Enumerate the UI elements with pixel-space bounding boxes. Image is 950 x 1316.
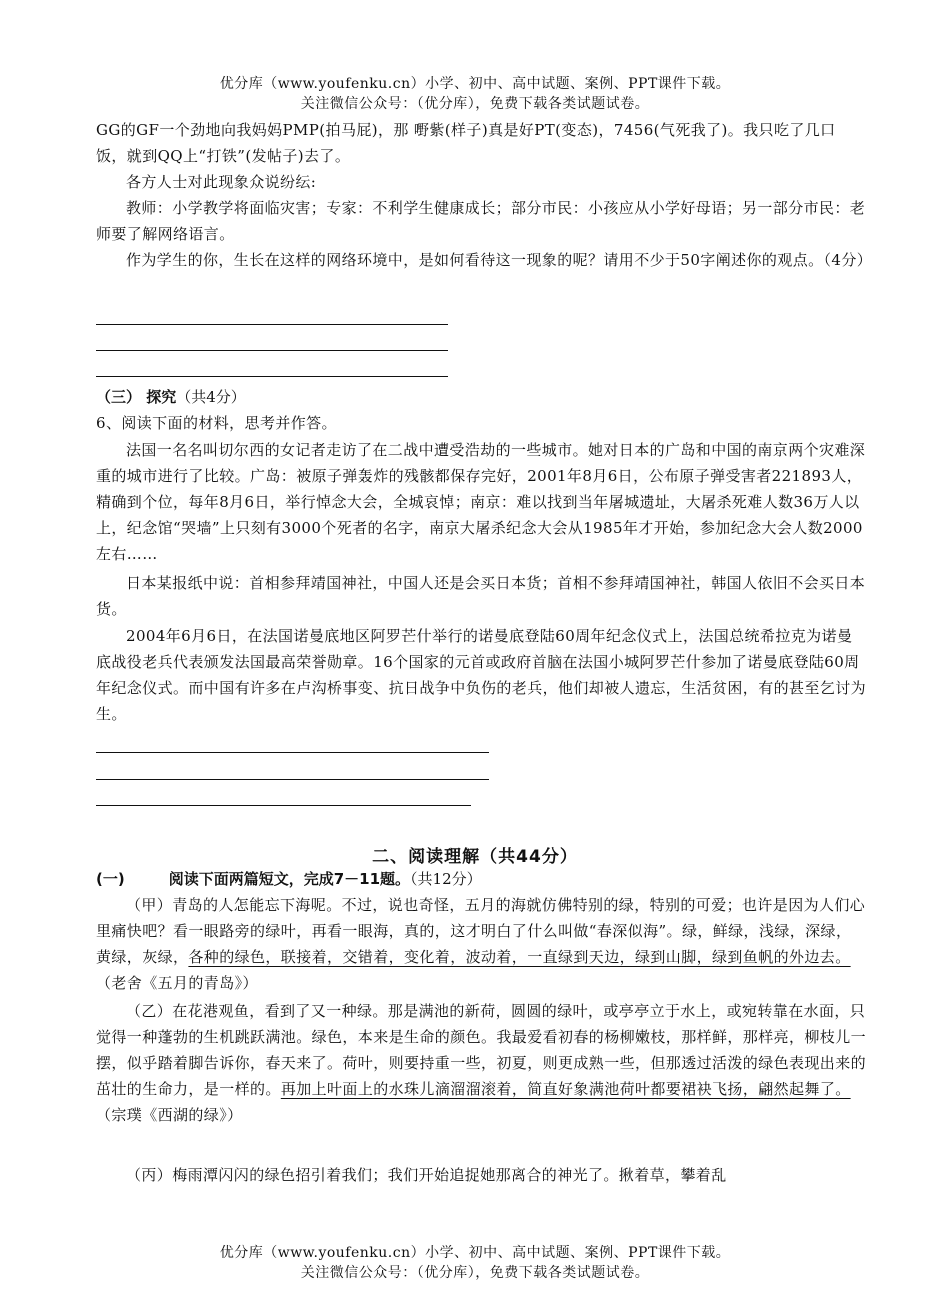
answer-line[interactable] (96, 752, 489, 753)
section-3-label: （三） 探究 (96, 388, 177, 406)
answer-line[interactable] (96, 324, 448, 325)
q5-paragraph-4: 作为学生的你，生长在这样的网络环境中，是如何看待这一现象的呢？请用不少于50字阐述你的观点。（4分） (126, 251, 873, 269)
q5-paragraph-2: 各方人士对此现象众说纷纭: (126, 173, 317, 191)
passage-yi (96, 998, 866, 1128)
sub-score: （共12分） (410, 870, 482, 888)
q6-paragraph-1: 法国一名名叫切尔西的女记者走访了在二战中遭受浩劫的一些城市。她对日本的广岛和中国的南京两个灾难深重的城市进行了比较。广岛：被原子弹轰炸的残骸都保存完好，2001年8月6日，公布原子弹受害者221893人，精确到个位，每年8月6日，举行悼念大会，全城哀悼；南京：难以找到当年屠城遗址，大屠杀死难人数36万人以上，纪念馆“哭墙”上只刻有3000个死者的名字，南京大屠杀纪念大会从1985年才开始，参加纪念大会人数2000左右…… (96, 441, 866, 563)
header-line-1: 优分库（www.youfenku.cn）小学、初中、高中试题、案例、PPT课件下载。 (219, 76, 731, 92)
footer-line-2: 关注微信公众号：（优分库），免费下载各类试题试卷。 (300, 1265, 650, 1281)
footer-line-1: 优分库（www.youfenku.cn）小学、初中、高中试题、案例、PPT课件下载。 (219, 1245, 731, 1261)
passage-yi-text: （乙）在花港观鱼，看到了又一种绿。那是满池的新荷，圆圆的绿叶，或亭亭立于水上，或宛转靠在水面，只觉得一种蓬勃的生机跳跃满池。绿色，本来是生命的颜色。我最爱看初春的杨柳嫩枝，那样鲜，那样亮，柳枝儿一摆，似乎踏着脚告诉你，春天来了。荷叶，则要持重一些，初夏，则更成熟一些，但那透过活泼的绿色表现出来的茁壮的生命力，是一样的。 (96, 1002, 867, 1098)
sub-label: (一) (96, 870, 125, 888)
passage-jia (96, 892, 866, 996)
q6-paragraph-2: 日本某报纸中说：首相参拜靖国神社，中国人还是会买日本货；首相不参拜靖国神社，韩国人依旧不会买日本货。 (96, 574, 866, 618)
answer-line[interactable] (96, 779, 489, 780)
q5-paragraph-1: GG的GF一个劲地向我妈妈PMP(拍马屁)，那 嘢紫(样子)真是好PT(变态)，7456(气死我了)。我只吃了几口饭，就到QQ上“打铁”(发帖子)去了。 (96, 121, 836, 165)
part-2-title: 二、阅读理解（共44分） (372, 847, 578, 867)
q5-paragraph-3: 教师：小学教学将面临灾害；专家：不利学生健康成长；部分市民：小孩应从小学好母语；另一部分市民：老师要了解网络语言。 (96, 199, 866, 243)
passage-jia-text: （甲）青岛的人怎能忘下海呢。不过，说也奇怪，五月的海就仿佛特别的绿，特别的可爱；也许是因为人们心里痛快吧？看一眼路旁的绿叶，再看一眼海，真的，这才明白了什么叫做“春深似海”。绿，鲜绿，浅绿，深绿，黄绿，灰绿， (96, 896, 866, 966)
q6-paragraph-3: 2004年6月6日，在法国诺曼底地区阿罗芒什举行的诺曼底登陆60周年纪念仪式上，法国总统希拉克为诺曼底战役老兵代表颁发法国最高荣誉勋章。16个国家的元首或政府首脑在法国小城阿罗芒什参加了诺曼底登陆60周年纪念仪式。而中国有许多在卢沟桥事变、抗日战争中负伤的老兵，他们却被人遗忘，生活贫困，有的甚至乞讨为生。 (96, 627, 867, 723)
passage-yi-citation: （宗璞《西湖的绿》） (96, 1106, 243, 1124)
answer-line[interactable] (96, 376, 448, 377)
passage-jia-citation: （老舍《五月的青岛》） (96, 974, 258, 992)
passage-jia-underlined: 各种的绿色，联接着，交错着，变化着，波动着，一直绿到天边，绿到山脚，绿到鱼帆的外边去。 (188, 948, 851, 966)
passage-yi-underlined: 再加上叶面上的水珠儿滴溜溜滚着，简直好象满池荷叶都要裙袂飞扬，翩然起舞了。 (280, 1080, 851, 1098)
header-line-2: 关注微信公众号：（优分库），免费下载各类试题试卷。 (300, 96, 650, 112)
passage-bing: （丙）梅雨潭闪闪的绿色招引着我们；我们开始追捉她那离合的神光了。揪着草，攀着乱 (126, 1166, 727, 1184)
question-6-prompt: 6、阅读下面的材料，思考并作答。 (96, 414, 337, 432)
sub-title: 阅读下面两篇短文，完成7－11题。 (168, 870, 411, 888)
section-3-score: （共4分） (176, 388, 246, 406)
answer-line[interactable] (96, 350, 448, 351)
section-3-heading (96, 384, 246, 410)
part-2-subheading (96, 866, 482, 892)
answer-line[interactable] (96, 805, 471, 806)
